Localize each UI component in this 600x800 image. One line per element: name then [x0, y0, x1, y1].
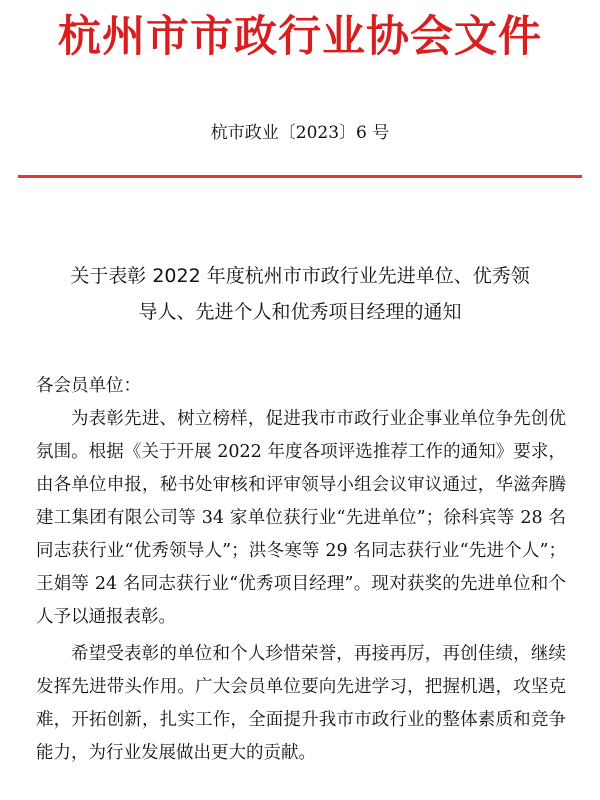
paragraph-2: 希望受表彰的单位和个人珍惜荣誉，再接再厉，再创佳绩，继续发挥先进带头作用。广大会员单位要向先进学习，把握机遇，攻坚克难，开拓创新，扎实工作，全面提升我市市政行业的整体素质和竞争能力，为行业发展做出更大的贡献。 [36, 644, 566, 763]
document-number: 杭市政业〔2023〕6 号 [210, 123, 390, 143]
notice-title-line1: 关于表彰 2022 年度杭州市市政行业先进单位、优秀领 [70, 265, 530, 287]
paragraph-1: 为表彰先进、树立榜样，促进我市市政行业企事业单位争先创优氛围。根据《关于开展 2022 年度各项评选推荐工作的通知》要求，由各单位申报，秘书处审核和评审领导小组会议审议通过，华滋奔腾建工集团有限公司等 34 家单位获行业“先进单位”；徐科宾等 28 名同志获行业“优秀领导人”；洪冬寒等 29 名同志获行业“先进个人”；王娟等 24 名同志获行业“优秀项目经理”。现对获奖的先进单位和个人予以通报表彰。 [36, 409, 566, 627]
red-divider [18, 175, 582, 178]
notice-body [36, 370, 566, 770]
organization-title: 杭州市市政行业协会文件 [58, 12, 542, 62]
notice-title [20, 258, 580, 330]
notice-title-line2: 导人、先进个人和优秀项目经理的通知 [138, 301, 462, 323]
salutation: 各会员单位： [36, 376, 141, 396]
